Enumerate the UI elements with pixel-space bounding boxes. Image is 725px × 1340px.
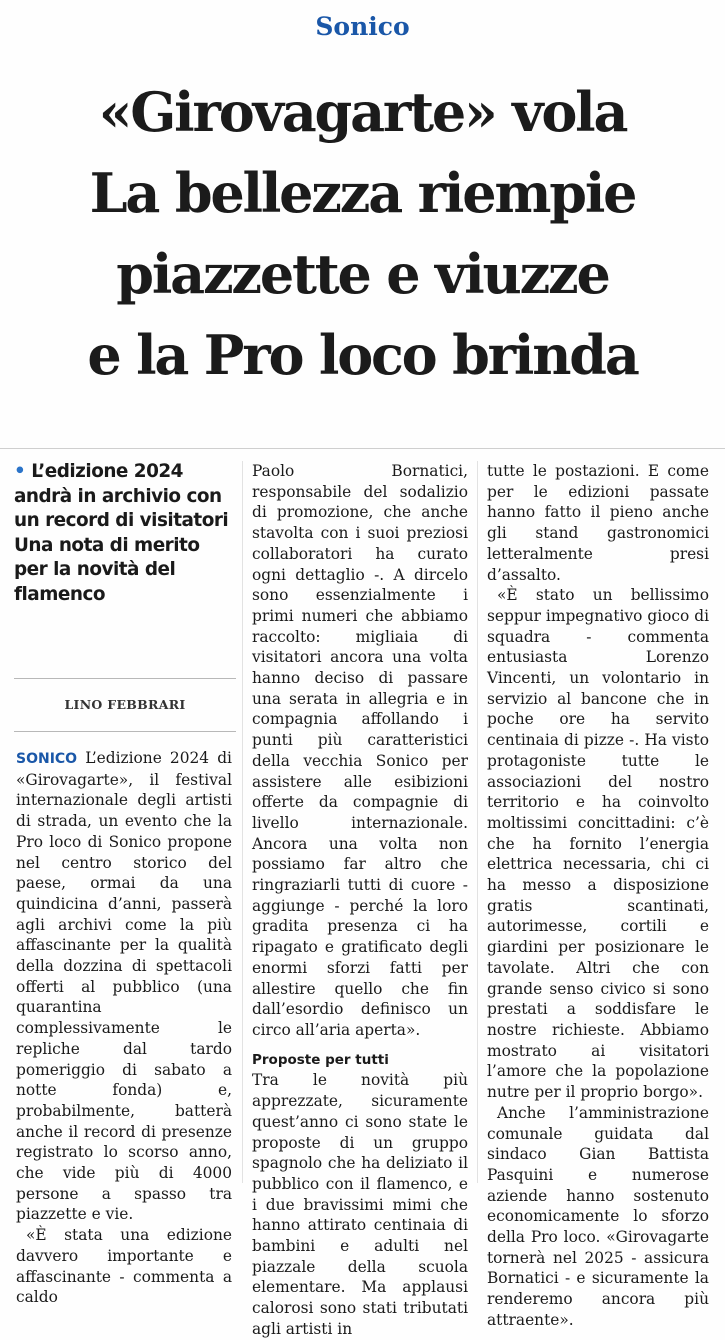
- headline-line-3: piazzette e viuzze: [116, 242, 609, 306]
- headline: [0, 72, 725, 396]
- body-paragraph: «È stata una edizione davvero importante e affascinante - commenta a caldo: [16, 1226, 232, 1307]
- body-paragraph: Anche l’amministrazione comunale guidata dal sindaco Gian Battista Pasquini e numerose aziende hanno sostenuto economicamente lo sforzo della Pro loco. «Girovagarte tornerà nel 2025 - assicura Bornatici - e sicuramente la renderemo ancora più attraente».: [487, 1103, 709, 1329]
- bullet-icon: •: [14, 461, 26, 482]
- headline-line-2: La bellezza riempie: [89, 161, 636, 225]
- paragraph-text: L’edizione 2024 di «Girovagarte», il festival internazionale degli artisti di strada, un evento che la Pro loco di Sonico propone nel centro storico del paese, ormai da una quindicina d’anni, passerà agli archivi come la più affascinante per la qualità della dozzina di spettacoli offerti al pubblico (una quarantina complessivamente le repliche dal tardo pomeriggio di sabato a notte fonda) e, probabilmente, batterà anche il record di presenze registrato lo scorso anno, che vide più di 4000 persone a spasso tra piazzette e vie.: [16, 749, 232, 1224]
- dateline-place: SONICO: [16, 751, 78, 767]
- headline-line-1: «Girovagarte» vola: [98, 80, 627, 144]
- article-column-2: [252, 461, 468, 1340]
- byline-rule-bottom: [14, 731, 236, 732]
- divider: [0, 448, 725, 449]
- body-paragraph: tutte le postazioni. E come per le edizioni passate hanno fatto il pieno anche gli stand gastronomici letteralmente presi d’assalto.: [487, 462, 709, 584]
- byline: LINO FEBBRARI: [64, 697, 186, 712]
- section-kicker: Sonico: [315, 12, 410, 41]
- article-column-3: [487, 461, 709, 1331]
- body-paragraph: Paolo Bornatici, responsabile del sodalizio di promozione, che anche stavolta con i suoi preziosi collaboratori ha curato ogni dettaglio -. A dircelo sono essenzialmente i primi numeri che abbiamo raccolto: migliaia di visitatori ancora una volta hanno deciso di passare una serata in allegria e in compagnia affollando i punti più caratteristici della vecchia Sonico per assistere alle esibizioni offerte da compagnie di livello internazionale. Ancora una volta non possiamo far altro che ringraziarli tutti di cuore - aggiunge - perché la loro gradita presenza ci ha ripagato e gratificato degli enormi sforzi fatti per allestire quello che fin dall’esordio definisco un circo all’aria aperta».: [252, 462, 468, 1039]
- column-divider: [242, 461, 243, 1183]
- byline-rule-top: [14, 678, 236, 679]
- body-paragraph: Tra le novità più apprezzate, sicuramente quest’anno ci sono state le proposte di un gruppo spagnolo che ha deliziato il pubblico con il flamenco, e i due bravissimi mimi che hanno attirato centinaia di bambini e adulti nel piazzale della scuola elementare. Ma applausi calorosi sono stati tributati agli artisti in: [252, 1071, 468, 1338]
- subheading: Proposte per tutti: [252, 1051, 389, 1068]
- summary-text: L’edizione 2024 andrà in archivio con un record di visitatori Una nota di merito per la novità del flamenco: [14, 461, 229, 605]
- body-paragraph: «È stato un bellissimo seppur impegnativo gioco di squadra - commenta entusiasta Lorenzo Vincenti, un volontario in servizio al bancone che in poche ore ha servito centinaia di pizze -. Ha visto protagoniste tutte le associazioni del nostro territorio e ha coinvolto moltissimi concittadini: c’è che ha fornito l’energia elettrica necessaria, chi ci ha messo a disposizione gratis scantinati, autorimesse, cortili e giardini per posizionare le tavolate. Altri che con grande senso civico si sono prestati a soddisfare le nostre richieste. Abbiamo mostrato ai visitatori l’amore che la popolazione nutre per il proprio borgo».: [487, 586, 709, 1102]
- article-summary: [14, 460, 236, 607]
- article-column-1: [16, 748, 232, 1308]
- column-divider: [477, 461, 478, 1183]
- body-paragraph: [16, 748, 232, 1225]
- headline-line-4: e la Pro loco brinda: [87, 323, 638, 387]
